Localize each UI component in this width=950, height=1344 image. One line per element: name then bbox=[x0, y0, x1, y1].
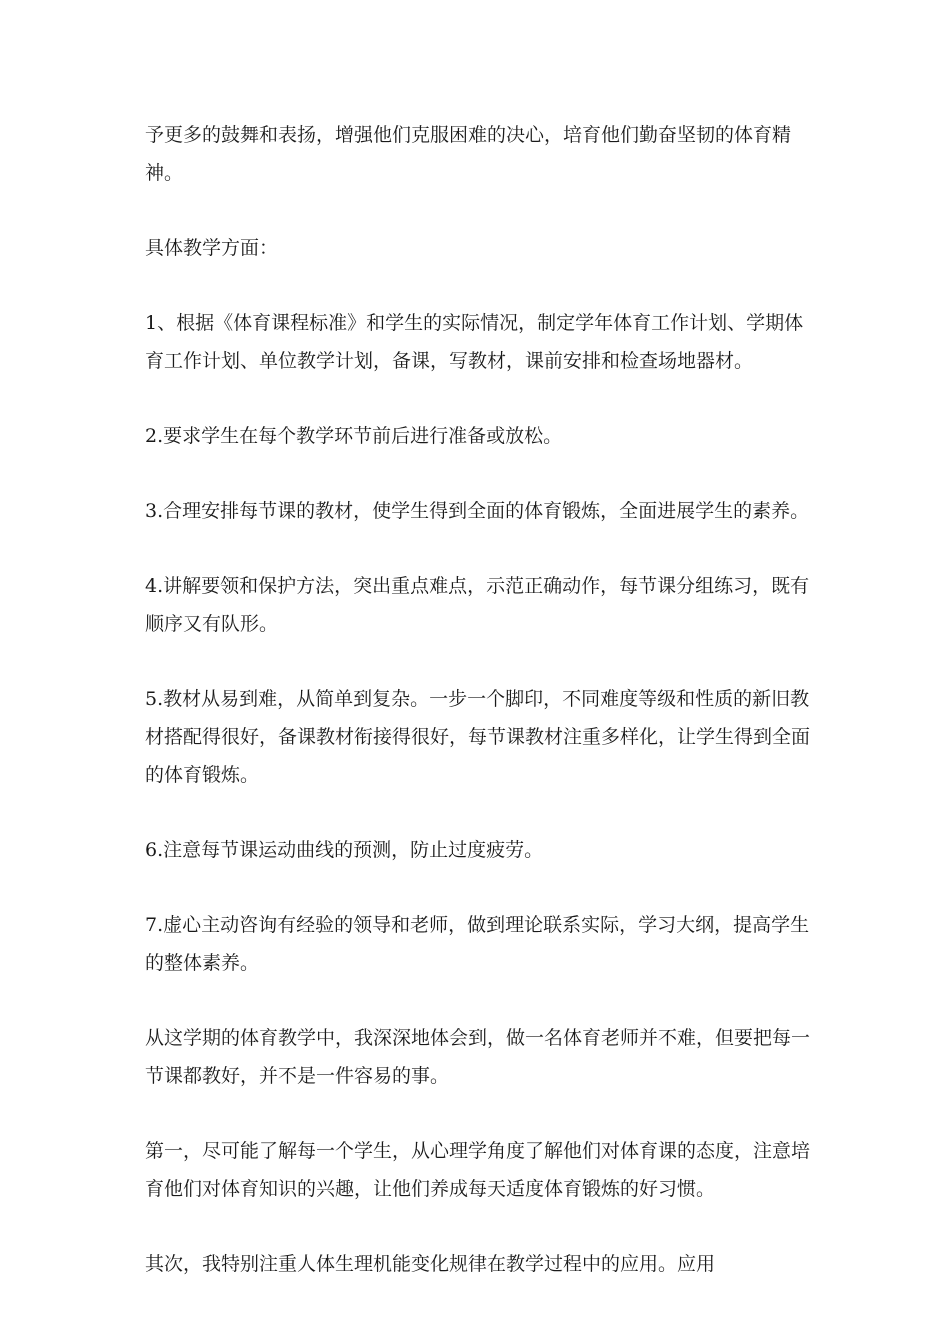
paragraph-first-point: 第一，尽可能了解每一个学生，从心理学角度了解他们对体育课的态度，注意培育他们对体育知识的兴趣，让他们养成每天适度体育锻炼的好习惯。 bbox=[145, 1140, 811, 1200]
paragraph-item-6: 6.注意每节课运动曲线的预测，防止过度疲劳。 bbox=[145, 839, 544, 861]
paragraph-item-1: 1、根据《体育课程标准》和学生的实际情况，制定学年体育工作计划、学期体育工作计划、单位教学计划，备课，写教材，课前安排和检查场地器材。 bbox=[145, 312, 804, 372]
paragraph-item-7: 7.虚心主动咨询有经验的领导和老师，做到理论联系实际，学习大纲，提高学生的整体素养。 bbox=[145, 914, 810, 974]
paragraph-item-5: 5.教材从易到难，从简单到复杂。一步一个脚印，不同难度等级和性质的新旧教材搭配得很好，备课教材衔接得很好，每节课教材注重多样化，让学生得到全面的体育锻炼。 bbox=[145, 688, 811, 786]
paragraph-item-2: 2.要求学生在每个教学环节前后进行准备或放松。 bbox=[145, 425, 563, 447]
paragraph-second-point: 其次，我特别注重人体生理机能变化规律在教学过程中的应用。应用 bbox=[145, 1253, 716, 1275]
paragraph-item-3: 3.合理安排每节课的教材，使学生得到全面的体育锻炼，全面进展学生的素养。 bbox=[145, 500, 810, 522]
paragraph-item-4: 4.讲解要领和保护方法，突出重点难点，示范正确动作，每节课分组练习，既有顺序又有队形。 bbox=[145, 575, 810, 635]
paragraph-encouragement: 予更多的鼓舞和表扬，增强他们克服困难的决心，培育他们勤奋坚韧的体育精神。 bbox=[145, 124, 792, 184]
paragraph-reflection: 从这学期的体育教学中，我深深地体会到，做一名体育老师并不难，但要把每一节课都教好，并不是一件容易的事。 bbox=[145, 1027, 811, 1087]
paragraph-teaching-heading: 具体教学方面： bbox=[145, 237, 279, 259]
document-body bbox=[145, 116, 817, 1283]
